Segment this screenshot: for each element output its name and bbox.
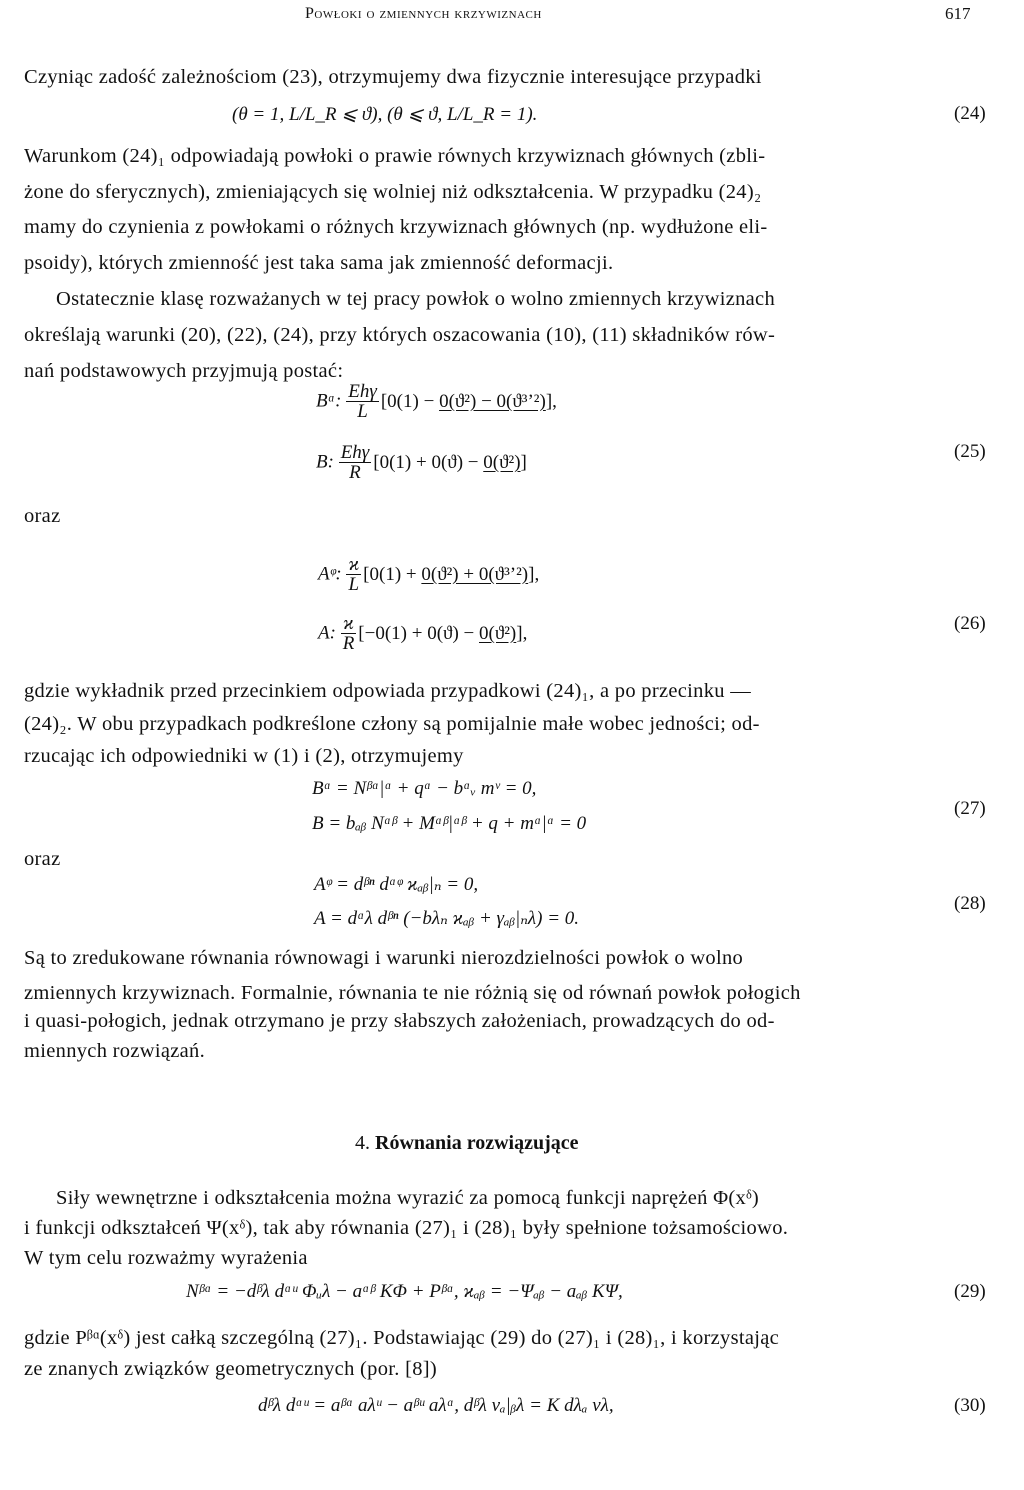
equation-24: (θ = 1, L/L_R ⩽ ϑ), (θ ⩽ ϑ, L/L_R = 1). [232,104,538,125]
equation-30: dᵝλ dᵅᵘ = aᵝᵅ aλᵘ − aᵝᵘ aλᵅ, dᵝλ vₐ|ᵦλ = K dλₐ vλ, [258,1395,614,1416]
equation-27a: Bᵅ = Nᵝᵅ|ᵅ + qᵅ − bᵅᵥ mᵛ = 0, [312,778,537,799]
text-line: zmiennych krzywiznach. Formalnie, równania te nie różnią się od równań powłok połogich [24,982,801,1004]
text-line: miennych rozwiązań. [24,1040,206,1062]
equation-number: (29) [954,1281,986,1302]
section-title: Równania rozwiązujące [375,1132,579,1154]
equation-29: Nᵝᵅ = −dᵝλ dᵅᵘ Φᵤλ − aᵅᵝ KΦ + Pᵝᵅ, ϰₐᵦ = −Ψₐᵦ − aₐᵦ KΨ, [186,1281,623,1302]
equation-number: (28) [954,893,986,914]
equation-number: (27) [954,798,986,819]
text-line: ze znanych związków geometrycznych (por. [8]) [24,1358,438,1380]
text-line: Są to zredukowane równania równowagi i warunki nierozdzielności powłok o wolno [24,947,744,969]
text-line: W tym celu rozważmy wyrażenia [24,1247,308,1269]
equation-25a: Bᵅ: $\frac{\text{Ehγ}}{L}$ [0(1) − 0(ϑ²) − 0(ϑ³ʼ²)], [316,381,557,422]
equation-number: (26) [954,613,986,634]
text-line: gdzie wykładnik przed przecinkiem odpowiada przypadkowi (24)₁, a po przecinku — [24,680,752,702]
text-line: Siły wewnętrzne i odkształcenia można wyrazić za pomocą funkcji naprężeń Φ(xᵟ) [56,1187,760,1209]
equation-number: (24) [954,103,986,124]
equation-26a: Aᵠ: $\frac{ϰ}{L}$ [0(1) + 0(ϑ²) + 0(ϑ³ʼ²)], [318,554,540,595]
text-line: rzucając ich odpowiedniki w (1) i (2), otrzymujemy [24,745,464,767]
equation-26b: A: $\frac{ϰ}{R}$ [−0(1) + 0(ϑ) − 0(ϑ²)], [318,613,528,654]
text-line: (24)₂. W obu przypadkach podkreślone człony są pomijalnie małe wobec jedności; od- [24,713,760,735]
text-oraz: oraz [24,505,61,527]
text-line: Warunkom (24)₁ odpowiadają powłoki o prawie równych krzywiznach głównych (zbli- [24,145,766,167]
text-line: żone do sferycznych), zmieniających się wolniej niż odkształcenia. W przypadku (24)₂ [24,181,762,203]
text-line: i funkcji odkształceń Ψ(xᵟ), tak aby równania (27)₁ i (28)₁ były spełnione tożsamościowo. [24,1217,789,1239]
text-line: określają warunki (20), (22), (24), przy których oszacowania (10), (11) składników rów- [24,324,776,346]
equation-number: (30) [954,1395,986,1416]
equation-25b: B: $\frac{\text{Ehγ}}{R}$ [0(1) + 0(ϑ) − 0(ϑ²)] [316,442,527,483]
text-oraz: oraz [24,848,61,870]
text-line: psoidy), których zmienność jest taka sama jak zmienność deformacji. [24,252,614,274]
text-line: Czyniąc zadość zależnościom (23), otrzymujemy dwa fizycznie interesujące przypadki [24,66,762,88]
equation-28a: Aᵠ = dᵝⁿ dᵅᵠ ϰₐᵦ|ₙ = 0, [314,874,479,895]
section-number: 4. [355,1132,370,1154]
text-line: gdzie Pᵝᵅ(xᵟ) jest całką szczególną (27)₁. Podstawiając (29) do (27)₁ i (28)₁, i korzystając [24,1327,780,1349]
text-line: Ostatecznie klasę rozważanych w tej pracy powłok o wolno zmiennych krzywiznach [56,288,775,310]
equation-27b: B = bₐᵦ Nᵅᵝ + Mᵅᵝ|ᵅᵝ + q + mᵅ|ᵅ = 0 [312,813,587,834]
page-number: 617 [945,4,971,23]
equation-28b: A = dᵅλ dᵝⁿ (−bλₙ ϰₐᵦ + γₐᵦ|ₙλ) = 0. [314,908,580,929]
text-line: i quasi-połogich, jednak otrzymano je przy słabszych założeniach, prowadzących do od- [24,1010,775,1032]
text-line: nań podstawowych przyjmują postać: [24,360,344,382]
text-line: mamy do czynienia z powłokami o różnych krzywiznach głównych (np. wydłużone eli- [24,216,768,238]
running-title: Powłoki o zmiennych krzywiznach [305,5,542,22]
equation-number: (25) [954,441,986,462]
section-heading [355,1132,579,1155]
